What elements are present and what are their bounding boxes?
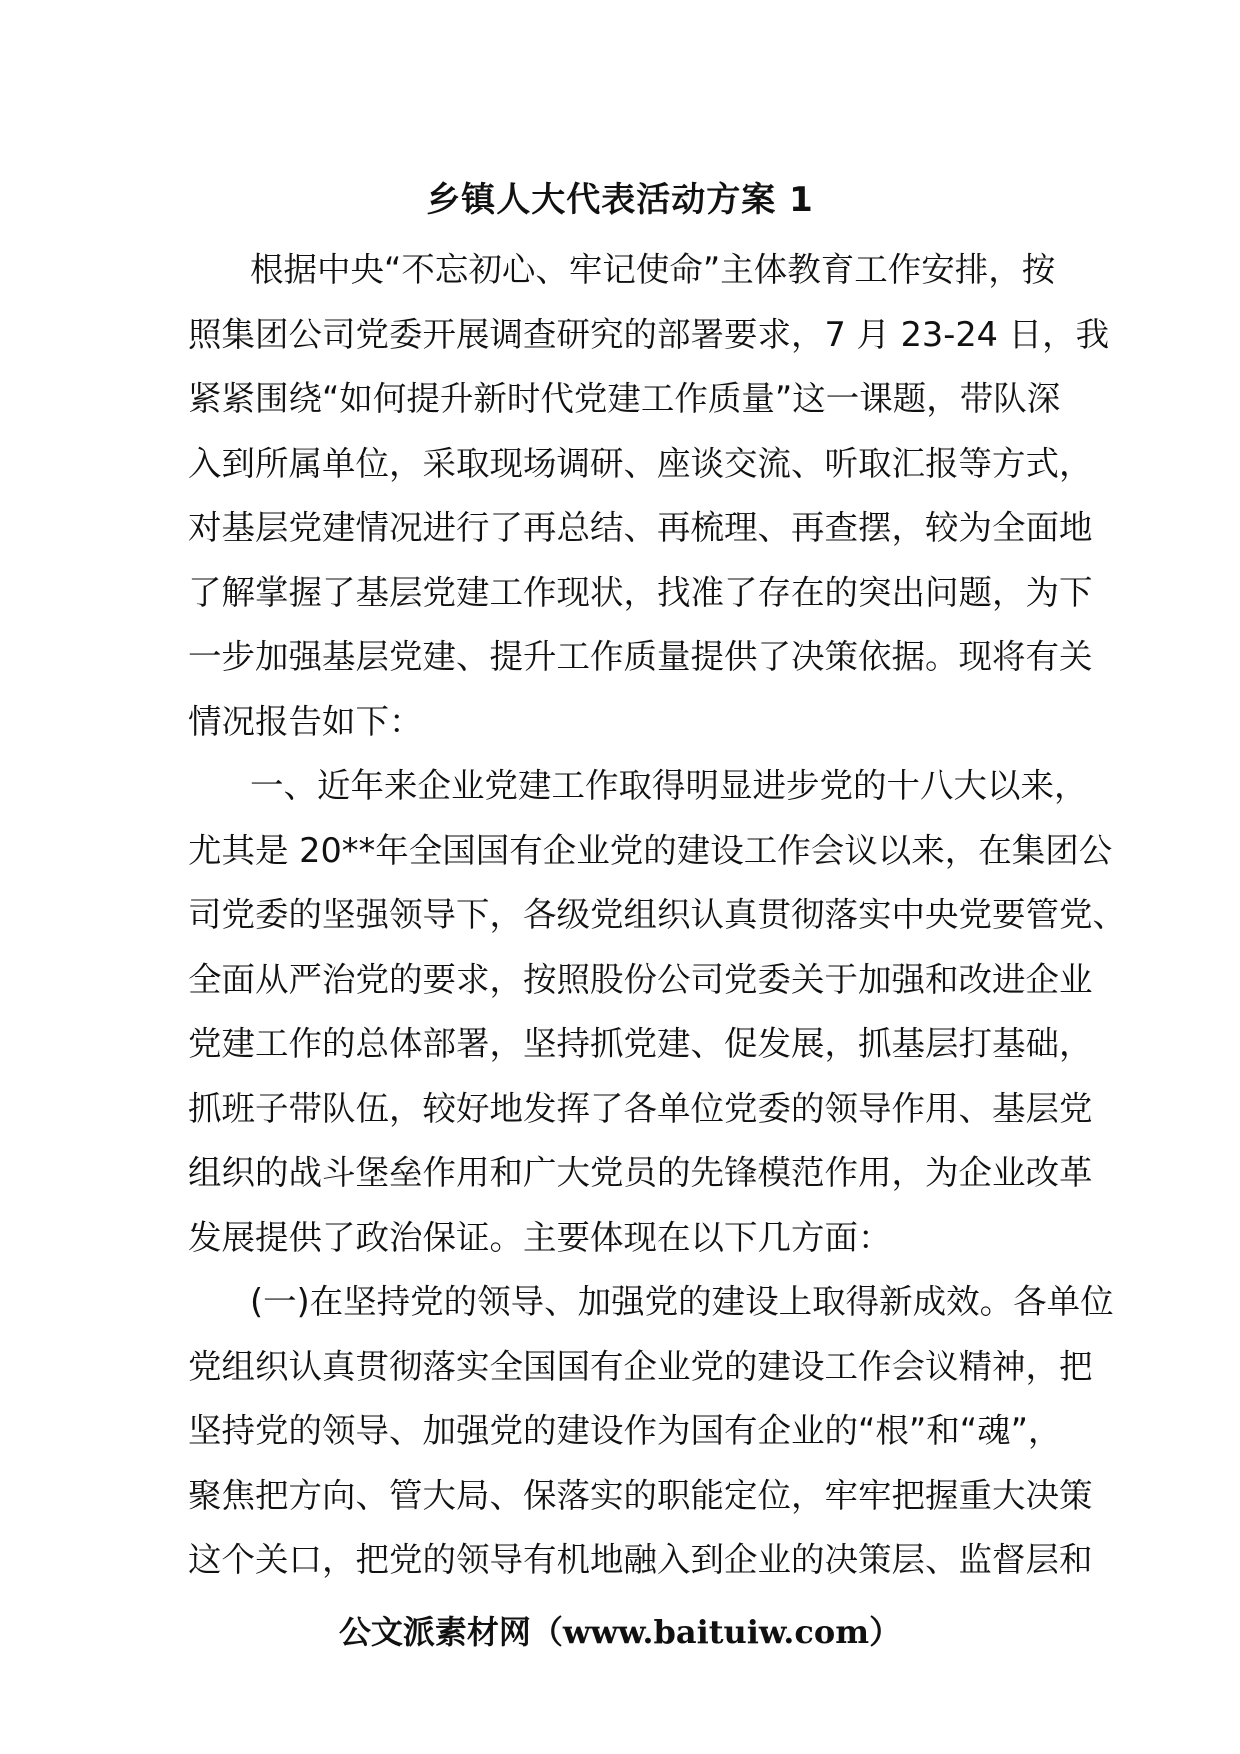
body-line: 党建工作的总体部署，坚持抓党建、促发展，抓基层打基础， [188,1024,1093,1063]
footer-watermark: 公文派素材网（www.baituiw.com） [338,1613,902,1651]
body-line: 坚持党的领导、加强党的建设作为国有企业的“根”和“魂”， [188,1411,1062,1450]
document-body [188,238,1126,1593]
body-line: 根据中央“不忘初心、牢记使命”主体教育工作安排，按 [250,250,1056,289]
body-line: 情况报告如下： [188,701,423,741]
document-title: 乡镇人大代表活动方案 1 [426,180,814,220]
body-line: 紧紧围绕“如何提升新时代党建工作质量”这一课题，带队深 [188,379,1061,418]
body-line: 一步加强基层党建、提升工作质量提供了决策依据。现将有关 [188,637,1093,676]
body-line: 抓班子带队伍，较好地发挥了各单位党委的领导作用、基层党 [188,1088,1093,1128]
body-line: 发展提供了政治保证。主要体现在以下几方面： [188,1217,892,1257]
body-line: 照集团公司党委开展调查研究的部署要求，7 月 23-24 日，我 [188,314,1110,354]
body-line: 入到所属单位，采取现场调研、座谈交流、听取汇报等方式， [188,443,1093,483]
body-line: 组织的战斗堡垒作用和广大党员的先锋模范作用，为企业改革 [188,1153,1093,1192]
body-line: 了解掌握了基层党建工作现状，找准了存在的突出问题，为下 [188,572,1093,612]
body-line: 尤其是 20**年全国国有企业党的建设工作会议以来，在集团公 [188,830,1113,870]
body-line: 全面从严治党的要求，按照股份公司党委关于加强和改进企业 [188,959,1093,999]
body-line: 聚焦把方向、管大局、保落实的职能定位，牢牢把握重大决策 [188,1475,1093,1515]
body-line: 一、近年来企业党建工作取得明显进步党的十八大以来， [250,766,1088,805]
body-line: (一)在坚持党的领导、加强党的建设上取得新成效。各单位 [250,1282,1114,1321]
body-line: 这个关口，把党的领导有机地融入到企业的决策层、监督层和 [188,1540,1093,1579]
body-line: 党组织认真贯彻落实全国国有企业党的建设工作会议精神，把 [188,1346,1093,1386]
body-line: 对基层党建情况进行了再总结、再梳理、再查摆，较为全面地 [188,508,1093,547]
body-line: 司党委的坚强领导下，各级党组织认真贯彻落实中央党要管党、 [188,895,1126,934]
